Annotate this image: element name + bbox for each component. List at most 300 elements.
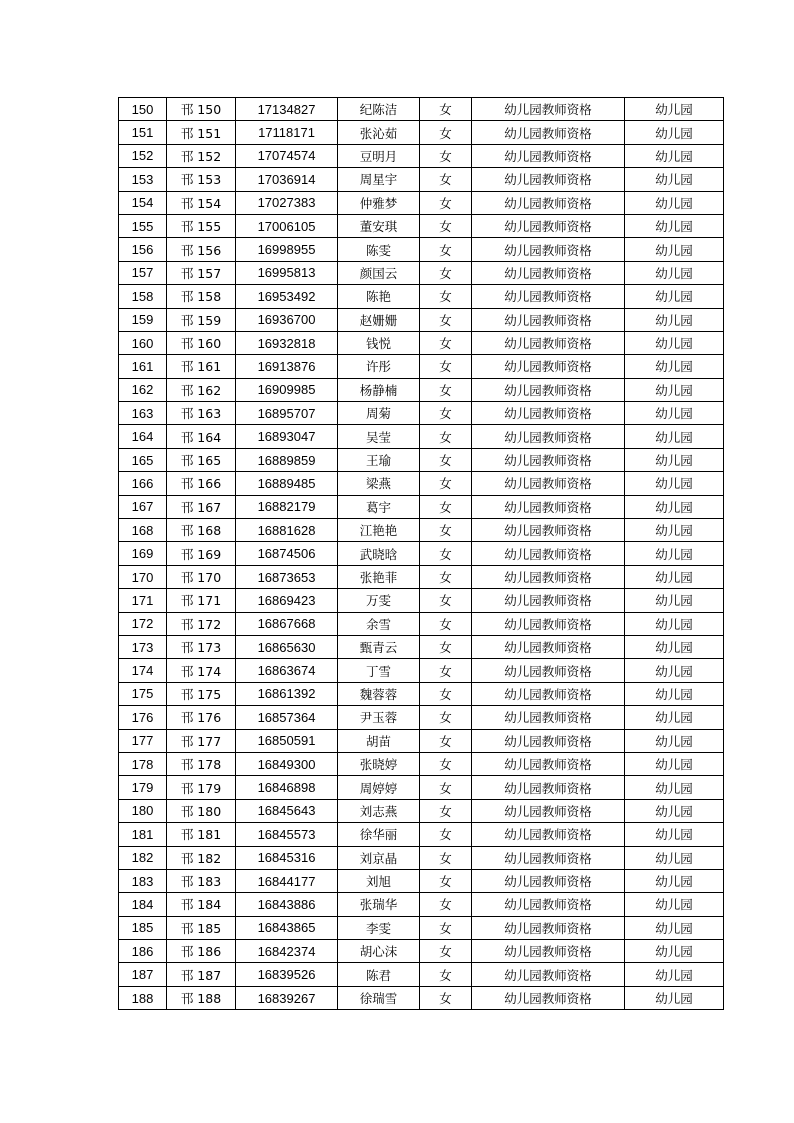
category-cell: 幼儿园	[625, 402, 724, 425]
gender-cell: 女	[420, 519, 472, 542]
category-cell: 幼儿园	[625, 308, 724, 331]
row-number-cell: 183	[119, 869, 167, 892]
row-number-cell: 174	[119, 659, 167, 682]
applicant-code-cell: 邗 163	[167, 402, 236, 425]
category-cell: 幼儿园	[625, 986, 724, 1009]
gender-cell: 女	[420, 823, 472, 846]
applicant-code-cell: 邗 170	[167, 565, 236, 588]
name-cell: 刘志燕	[338, 799, 420, 822]
category-cell: 幼儿园	[625, 659, 724, 682]
qualification-cell: 幼儿园教师资格	[472, 940, 625, 963]
table-row	[119, 916, 724, 939]
row-number-cell: 155	[119, 214, 167, 237]
row-number-cell: 172	[119, 612, 167, 635]
applicant-code-cell: 邗 185	[167, 916, 236, 939]
name-cell: 魏蓉蓉	[338, 682, 420, 705]
score-cell: 16995813	[236, 261, 338, 284]
qualification-cell: 幼儿园教师资格	[472, 472, 625, 495]
name-cell: 董安琪	[338, 214, 420, 237]
gender-cell: 女	[420, 168, 472, 191]
category-cell: 幼儿园	[625, 846, 724, 869]
gender-cell: 女	[420, 635, 472, 658]
table-row	[119, 729, 724, 752]
category-cell: 幼儿园	[625, 121, 724, 144]
category-cell: 幼儿园	[625, 565, 724, 588]
table-row	[119, 986, 724, 1009]
applicant-code-cell: 邗 184	[167, 893, 236, 916]
score-cell: 16867668	[236, 612, 338, 635]
name-cell: 徐华丽	[338, 823, 420, 846]
qualification-cell: 幼儿园教师资格	[472, 355, 625, 378]
applicant-code-cell: 邗 155	[167, 214, 236, 237]
table-row	[119, 144, 724, 167]
name-cell: 赵姗姗	[338, 308, 420, 331]
table-row	[119, 799, 724, 822]
name-cell: 陈君	[338, 963, 420, 986]
name-cell: 周星宇	[338, 168, 420, 191]
gender-cell: 女	[420, 986, 472, 1009]
qualification-cell: 幼儿园教师资格	[472, 776, 625, 799]
category-cell: 幼儿园	[625, 706, 724, 729]
applicant-code-cell: 邗 158	[167, 285, 236, 308]
row-number-cell: 179	[119, 776, 167, 799]
table-row	[119, 706, 724, 729]
score-cell: 16953492	[236, 285, 338, 308]
row-number-cell: 161	[119, 355, 167, 378]
score-cell: 16889859	[236, 448, 338, 471]
qualification-cell: 幼儿园教师资格	[472, 752, 625, 775]
applicant-code-cell: 邗 153	[167, 168, 236, 191]
table-row	[119, 121, 724, 144]
category-cell: 幼儿园	[625, 893, 724, 916]
qualification-cell: 幼儿园教师资格	[472, 893, 625, 916]
name-cell: 刘旭	[338, 869, 420, 892]
qualification-cell: 幼儿园教师资格	[472, 963, 625, 986]
qualification-cell: 幼儿园教师资格	[472, 799, 625, 822]
row-number-cell: 180	[119, 799, 167, 822]
score-cell: 16843865	[236, 916, 338, 939]
score-cell: 16846898	[236, 776, 338, 799]
table-row	[119, 635, 724, 658]
row-number-cell: 168	[119, 519, 167, 542]
row-number-cell: 159	[119, 308, 167, 331]
applicant-code-cell: 邗 154	[167, 191, 236, 214]
gender-cell: 女	[420, 565, 472, 588]
name-cell: 纪陈洁	[338, 98, 420, 121]
name-cell: 张瑞华	[338, 893, 420, 916]
score-cell: 16874506	[236, 542, 338, 565]
row-number-cell: 175	[119, 682, 167, 705]
gender-cell: 女	[420, 214, 472, 237]
table-row	[119, 238, 724, 261]
category-cell: 幼儿园	[625, 261, 724, 284]
score-cell: 16865630	[236, 635, 338, 658]
applicant-code-cell: 邗 187	[167, 963, 236, 986]
name-cell: 陈艳	[338, 285, 420, 308]
category-cell: 幼儿园	[625, 752, 724, 775]
category-cell: 幼儿园	[625, 355, 724, 378]
score-cell: 16843886	[236, 893, 338, 916]
score-cell: 16857364	[236, 706, 338, 729]
name-cell: 杨静楠	[338, 378, 420, 401]
gender-cell: 女	[420, 799, 472, 822]
qualification-cell: 幼儿园教师资格	[472, 168, 625, 191]
qualification-cell: 幼儿园教师资格	[472, 589, 625, 612]
row-number-cell: 157	[119, 261, 167, 284]
category-cell: 幼儿园	[625, 378, 724, 401]
score-cell: 16869423	[236, 589, 338, 612]
gender-cell: 女	[420, 144, 472, 167]
qualification-cell: 幼儿园教师资格	[472, 144, 625, 167]
qualification-cell: 幼儿园教师资格	[472, 542, 625, 565]
table-row	[119, 542, 724, 565]
gender-cell: 女	[420, 402, 472, 425]
table-row	[119, 378, 724, 401]
qualification-cell: 幼儿园教师资格	[472, 285, 625, 308]
table-row	[119, 565, 724, 588]
qualification-cell: 幼儿园教师资格	[472, 214, 625, 237]
row-number-cell: 158	[119, 285, 167, 308]
qualification-cell: 幼儿园教师资格	[472, 448, 625, 471]
qualification-cell: 幼儿园教师资格	[472, 331, 625, 354]
category-cell: 幼儿园	[625, 963, 724, 986]
row-number-cell: 186	[119, 940, 167, 963]
applicant-code-cell: 邗 180	[167, 799, 236, 822]
qualification-cell: 幼儿园教师资格	[472, 308, 625, 331]
applicant-code-cell: 邗 188	[167, 986, 236, 1009]
name-cell: 张沁茹	[338, 121, 420, 144]
qualification-cell: 幼儿园教师资格	[472, 191, 625, 214]
score-cell: 16845573	[236, 823, 338, 846]
row-number-cell: 167	[119, 495, 167, 518]
table-row	[119, 448, 724, 471]
gender-cell: 女	[420, 659, 472, 682]
category-cell: 幼儿园	[625, 589, 724, 612]
category-cell: 幼儿园	[625, 144, 724, 167]
applicant-code-cell: 邗 162	[167, 378, 236, 401]
gender-cell: 女	[420, 776, 472, 799]
category-cell: 幼儿园	[625, 729, 724, 752]
row-number-cell: 160	[119, 331, 167, 354]
gender-cell: 女	[420, 378, 472, 401]
applicant-code-cell: 邗 161	[167, 355, 236, 378]
applicant-code-cell: 邗 166	[167, 472, 236, 495]
applicant-code-cell: 邗 164	[167, 425, 236, 448]
score-cell: 16998955	[236, 238, 338, 261]
qualification-cell: 幼儿园教师资格	[472, 495, 625, 518]
qualification-cell: 幼儿园教师资格	[472, 729, 625, 752]
gender-cell: 女	[420, 308, 472, 331]
score-cell: 16863674	[236, 659, 338, 682]
gender-cell: 女	[420, 98, 472, 121]
qualification-cell: 幼儿园教师资格	[472, 659, 625, 682]
gender-cell: 女	[420, 682, 472, 705]
category-cell: 幼儿园	[625, 425, 724, 448]
category-cell: 幼儿园	[625, 285, 724, 308]
row-number-cell: 181	[119, 823, 167, 846]
score-cell: 17027383	[236, 191, 338, 214]
applicant-code-cell: 邗 174	[167, 659, 236, 682]
row-number-cell: 176	[119, 706, 167, 729]
row-number-cell: 171	[119, 589, 167, 612]
gender-cell: 女	[420, 752, 472, 775]
score-cell: 16893047	[236, 425, 338, 448]
table-row	[119, 846, 724, 869]
table-row	[119, 425, 724, 448]
name-cell: 胡苗	[338, 729, 420, 752]
applicant-code-cell: 邗 171	[167, 589, 236, 612]
score-cell: 16913876	[236, 355, 338, 378]
applicant-code-cell: 邗 175	[167, 682, 236, 705]
name-cell: 王瑜	[338, 448, 420, 471]
row-number-cell: 178	[119, 752, 167, 775]
applicant-code-cell: 邗 172	[167, 612, 236, 635]
table-row	[119, 963, 724, 986]
score-cell: 16845316	[236, 846, 338, 869]
row-number-cell: 162	[119, 378, 167, 401]
table-row	[119, 659, 724, 682]
gender-cell: 女	[420, 612, 472, 635]
applicant-code-cell: 邗 150	[167, 98, 236, 121]
table-row	[119, 214, 724, 237]
gender-cell: 女	[420, 472, 472, 495]
table-row	[119, 355, 724, 378]
category-cell: 幼儿园	[625, 168, 724, 191]
category-cell: 幼儿园	[625, 916, 724, 939]
applicant-code-cell: 邗 160	[167, 331, 236, 354]
row-number-cell: 182	[119, 846, 167, 869]
category-cell: 幼儿园	[625, 472, 724, 495]
row-number-cell: 154	[119, 191, 167, 214]
name-cell: 周菊	[338, 402, 420, 425]
gender-cell: 女	[420, 495, 472, 518]
gender-cell: 女	[420, 916, 472, 939]
row-number-cell: 156	[119, 238, 167, 261]
row-number-cell: 153	[119, 168, 167, 191]
qualification-cell: 幼儿园教师资格	[472, 706, 625, 729]
score-cell: 16861392	[236, 682, 338, 705]
category-cell: 幼儿园	[625, 612, 724, 635]
qualification-cell: 幼儿园教师资格	[472, 635, 625, 658]
category-cell: 幼儿园	[625, 799, 724, 822]
table-row	[119, 402, 724, 425]
table-row	[119, 823, 724, 846]
qualification-cell: 幼儿园教师资格	[472, 682, 625, 705]
gender-cell: 女	[420, 448, 472, 471]
applicant-code-cell: 邗 151	[167, 121, 236, 144]
qualification-cell: 幼儿园教师资格	[472, 986, 625, 1009]
table-row	[119, 940, 724, 963]
qualification-cell: 幼儿园教师资格	[472, 121, 625, 144]
table-row	[119, 285, 724, 308]
name-cell: 张艳菲	[338, 565, 420, 588]
name-cell: 余雪	[338, 612, 420, 635]
category-cell: 幼儿园	[625, 238, 724, 261]
applicant-code-cell: 邗 176	[167, 706, 236, 729]
row-number-cell: 166	[119, 472, 167, 495]
row-number-cell: 188	[119, 986, 167, 1009]
gender-cell: 女	[420, 706, 472, 729]
results-table	[118, 97, 724, 1010]
score-cell: 16845643	[236, 799, 338, 822]
name-cell: 刘京晶	[338, 846, 420, 869]
row-number-cell: 169	[119, 542, 167, 565]
name-cell: 张晓婷	[338, 752, 420, 775]
gender-cell: 女	[420, 893, 472, 916]
table-row	[119, 98, 724, 121]
applicant-code-cell: 邗 169	[167, 542, 236, 565]
table-row	[119, 519, 724, 542]
applicant-code-cell: 邗 177	[167, 729, 236, 752]
score-cell: 16936700	[236, 308, 338, 331]
name-cell: 豆明月	[338, 144, 420, 167]
gender-cell: 女	[420, 238, 472, 261]
name-cell: 丁雪	[338, 659, 420, 682]
row-number-cell: 173	[119, 635, 167, 658]
qualification-cell: 幼儿园教师资格	[472, 869, 625, 892]
applicant-code-cell: 邗 152	[167, 144, 236, 167]
table-row	[119, 682, 724, 705]
row-number-cell: 170	[119, 565, 167, 588]
gender-cell: 女	[420, 261, 472, 284]
category-cell: 幼儿园	[625, 98, 724, 121]
qualification-cell: 幼儿园教师资格	[472, 98, 625, 121]
category-cell: 幼儿园	[625, 519, 724, 542]
gender-cell: 女	[420, 542, 472, 565]
gender-cell: 女	[420, 355, 472, 378]
table-row	[119, 776, 724, 799]
score-cell: 17006105	[236, 214, 338, 237]
applicant-code-cell: 邗 186	[167, 940, 236, 963]
score-cell: 16850591	[236, 729, 338, 752]
row-number-cell: 187	[119, 963, 167, 986]
name-cell: 胡心沫	[338, 940, 420, 963]
name-cell: 徐瑞雪	[338, 986, 420, 1009]
qualification-cell: 幼儿园教师资格	[472, 823, 625, 846]
applicant-code-cell: 邗 173	[167, 635, 236, 658]
name-cell: 仲雅梦	[338, 191, 420, 214]
table-row	[119, 893, 724, 916]
table-row	[119, 869, 724, 892]
score-cell: 16932818	[236, 331, 338, 354]
score-cell: 16839267	[236, 986, 338, 1009]
table-row	[119, 589, 724, 612]
name-cell: 颜国云	[338, 261, 420, 284]
category-cell: 幼儿园	[625, 776, 724, 799]
row-number-cell: 151	[119, 121, 167, 144]
name-cell: 甄青云	[338, 635, 420, 658]
qualification-cell: 幼儿园教师资格	[472, 612, 625, 635]
table-row	[119, 261, 724, 284]
category-cell: 幼儿园	[625, 869, 724, 892]
score-cell: 16895707	[236, 402, 338, 425]
category-cell: 幼儿园	[625, 214, 724, 237]
gender-cell: 女	[420, 846, 472, 869]
name-cell: 武晓晗	[338, 542, 420, 565]
category-cell: 幼儿园	[625, 635, 724, 658]
gender-cell: 女	[420, 589, 472, 612]
qualification-cell: 幼儿园教师资格	[472, 238, 625, 261]
applicant-code-cell: 邗 165	[167, 448, 236, 471]
name-cell: 吴莹	[338, 425, 420, 448]
applicant-code-cell: 邗 157	[167, 261, 236, 284]
gender-cell: 女	[420, 285, 472, 308]
gender-cell: 女	[420, 869, 472, 892]
gender-cell: 女	[420, 331, 472, 354]
score-cell: 16909985	[236, 378, 338, 401]
score-cell: 16839526	[236, 963, 338, 986]
name-cell: 梁燕	[338, 472, 420, 495]
gender-cell: 女	[420, 191, 472, 214]
name-cell: 陈雯	[338, 238, 420, 261]
score-cell: 16842374	[236, 940, 338, 963]
applicant-code-cell: 邗 159	[167, 308, 236, 331]
applicant-code-cell: 邗 156	[167, 238, 236, 261]
table-row	[119, 308, 724, 331]
gender-cell: 女	[420, 729, 472, 752]
applicant-code-cell: 邗 181	[167, 823, 236, 846]
name-cell: 许彤	[338, 355, 420, 378]
row-number-cell: 150	[119, 98, 167, 121]
applicant-code-cell: 邗 183	[167, 869, 236, 892]
name-cell: 钱悦	[338, 331, 420, 354]
qualification-cell: 幼儿园教师资格	[472, 565, 625, 588]
qualification-cell: 幼儿园教师资格	[472, 519, 625, 542]
category-cell: 幼儿园	[625, 191, 724, 214]
name-cell: 李雯	[338, 916, 420, 939]
applicant-code-cell: 邗 167	[167, 495, 236, 518]
row-number-cell: 177	[119, 729, 167, 752]
table-row	[119, 191, 724, 214]
gender-cell: 女	[420, 425, 472, 448]
row-number-cell: 165	[119, 448, 167, 471]
table-body	[119, 98, 724, 1010]
qualification-cell: 幼儿园教师资格	[472, 378, 625, 401]
name-cell: 尹玉蓉	[338, 706, 420, 729]
row-number-cell: 152	[119, 144, 167, 167]
score-cell: 16844177	[236, 869, 338, 892]
table-row	[119, 752, 724, 775]
score-cell: 16889485	[236, 472, 338, 495]
qualification-cell: 幼儿园教师资格	[472, 261, 625, 284]
table-row	[119, 495, 724, 518]
score-cell: 16873653	[236, 565, 338, 588]
gender-cell: 女	[420, 121, 472, 144]
applicant-code-cell: 邗 179	[167, 776, 236, 799]
table-row	[119, 331, 724, 354]
score-cell: 16849300	[236, 752, 338, 775]
gender-cell: 女	[420, 963, 472, 986]
qualification-cell: 幼儿园教师资格	[472, 916, 625, 939]
row-number-cell: 185	[119, 916, 167, 939]
row-number-cell: 164	[119, 425, 167, 448]
applicant-code-cell: 邗 168	[167, 519, 236, 542]
row-number-cell: 184	[119, 893, 167, 916]
score-cell: 17036914	[236, 168, 338, 191]
gender-cell: 女	[420, 940, 472, 963]
table-row	[119, 612, 724, 635]
row-number-cell: 163	[119, 402, 167, 425]
category-cell: 幼儿园	[625, 682, 724, 705]
score-cell: 16882179	[236, 495, 338, 518]
category-cell: 幼儿园	[625, 448, 724, 471]
table-row	[119, 168, 724, 191]
table-row	[119, 472, 724, 495]
category-cell: 幼儿园	[625, 495, 724, 518]
name-cell: 葛宇	[338, 495, 420, 518]
applicant-code-cell: 邗 182	[167, 846, 236, 869]
name-cell: 万雯	[338, 589, 420, 612]
